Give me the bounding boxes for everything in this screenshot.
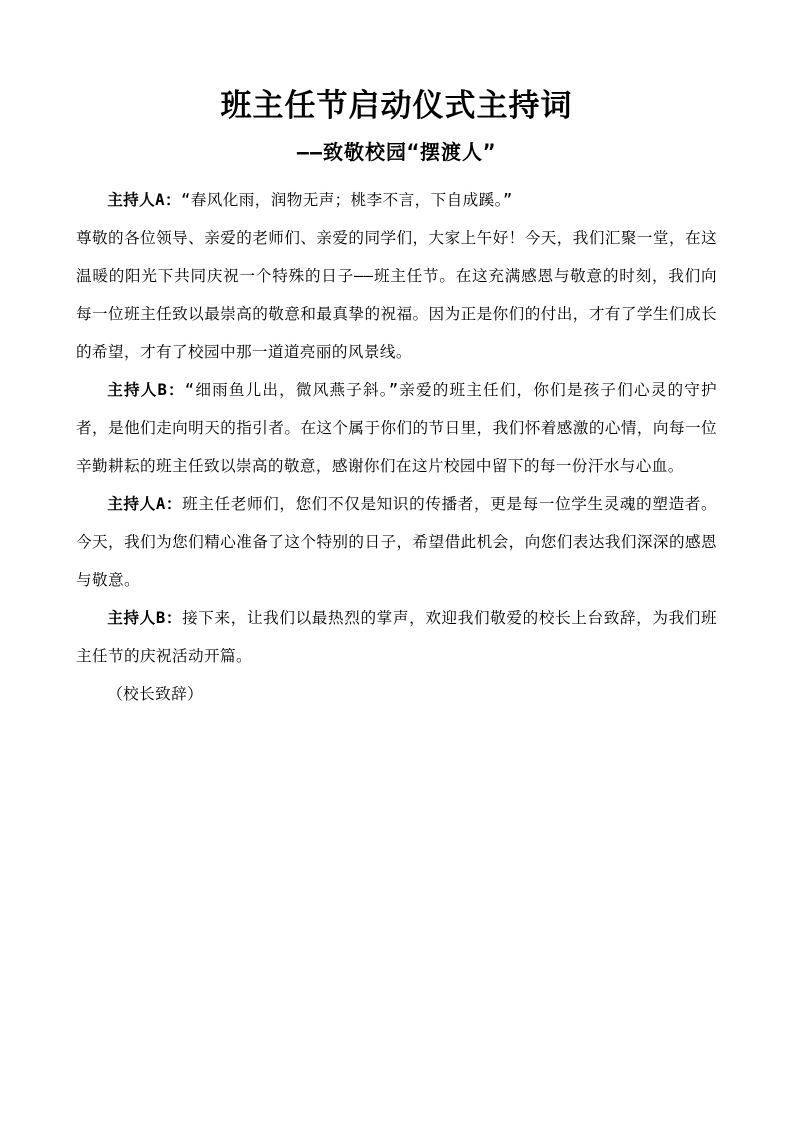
paragraph-text: 接下来，让我们以最热烈的掌声，欢迎我们敬爱的校长上台致辞，为我们班主任节的庆祝活动开篇。 xyxy=(76,609,718,666)
paragraph xyxy=(76,599,717,675)
paragraph xyxy=(76,485,717,599)
page-subtitle: ——致敬校园“摆渡人” xyxy=(296,140,497,165)
page-title: 班主任节启动仪式主持词 xyxy=(220,88,573,124)
paragraph-text: “细雨鱼儿出，微风燕子斜。”亲爱的班主任们，你们是孩子们心灵的守护者，是他们走向明天的指引者。在这个属于你们的节日里，我们怀着感激的心情，向每一位辛勤耕耘的班主任致以崇高的敬意，感谢你们在这片校园中留下的每一份汗水与心血。 xyxy=(76,381,717,476)
speaker-label: 主持人B： xyxy=(107,609,183,628)
paragraph-text: 尊敬的各位领导、亲爱的老师们、亲爱的同学们，大家上午好！今天，我们汇聚一堂，在这温暖的阳光下共同庆祝一个特殊的日子——班主任节。在这充满感恩与敬意的时刻，我们向每一位班主任致以最崇高的敬意和最真挚的祝福。因为正是你们的付出，才有了学生们成长的希望，才有了校园中那一道道亮丽的风景线。 xyxy=(76,229,717,362)
paragraph xyxy=(76,219,717,371)
speaker-label: 主持人B： xyxy=(107,381,185,400)
paragraph xyxy=(76,371,717,485)
paragraph-text: “春风化雨，润物无声；桃李不言，下自成蹊。” xyxy=(180,191,513,210)
paragraph xyxy=(76,181,717,219)
paragraph-text: （校长致辞） xyxy=(107,685,204,704)
paragraph-text: 班主任老师们，您们不仅是知识的传播者，更是每一位学生灵魂的塑造者。今天，我们为您们精心准备了这个特别的日子，希望借此机会，向您们表达我们深深的感恩与敬意。 xyxy=(76,495,718,590)
speaker-label: 主持人A： xyxy=(107,495,183,514)
paragraph xyxy=(76,675,717,713)
speaker-label: 主持人A： xyxy=(107,191,181,210)
